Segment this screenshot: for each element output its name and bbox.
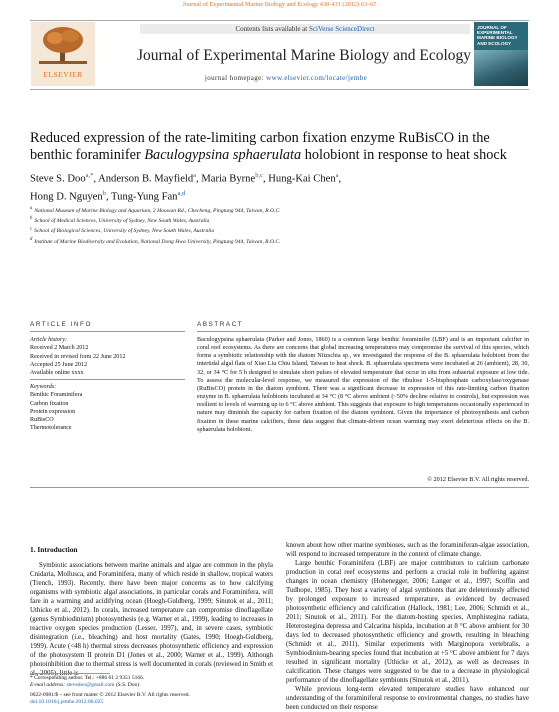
contents-availability (140, 24, 470, 34)
issn-block (30, 692, 273, 706)
sciencedirect-link[interactable]: SciVerse ScienceDirect (309, 25, 375, 33)
footnote-divider (30, 673, 110, 674)
author-separator: , (338, 173, 342, 185)
section-heading: 1. Introduction (30, 545, 78, 554)
affiliation-item (30, 236, 530, 246)
keyword-item[interactable]: RuBisCO (30, 417, 54, 424)
keywords-label: Keywords: (30, 384, 57, 390)
affiliation-text: National Museum of Marine Biology and Aquarium, 2 Houwan Rd., Checheng, Pingtung 944, Taiwan, R.O.C. (34, 207, 281, 214)
author-affiliation-marker[interactable]: a (335, 172, 339, 179)
history-list (30, 344, 185, 377)
abstract-text: Baculogypsina sphaerulata (Parker and Jones, 1860) is a common large benthic foraminifer (LBF) and is an important calcifier in coral reef ecosystems. As there are concerns that global increasing temperatures may compromise the survival of this species, which forms a symbiotic relationship with the diatom Nitzschia sp., we investigated the response of the B. sphaerulata holobiont from the intertidal algal flats of Xiao Liu Chiu Island, Taiwan to heat shock. B. sphaerulata specimens were incubated at 26 (ambient), 28, 30, 32, or 34 °C for 5 h designed to simulate short pulses of elevated temperature that occur in situ from subaerial exposure at low tide. To assess the molecular-level response, we measured the expression of the ribulose 1-5-bisphosphate carboxylase/oxygenase (RuBisCO) protein in the diatom symbiont. There was a significant decrease in expression of this rate-limiting carbon fixation enzyme in B. sphaerulata holobionts incubated at 34 °C (8 °C above ambient (~50% decline relative to controls), but expression was resilient to levels of warming up to 6 °C above ambient. This suggests that exposure to high temperatures occasionally experienced in nature may diminish the capacity for carbon fixation of the diatom symbiont. Given the importance of photosynthesis and carbon fixation in these marine calcifiers, these data suggest that climate-driven ocean warming may exert deleterious effects on the B. sphaerulata holobiont. (197, 336, 529, 433)
doi-link[interactable]: doi:10.1016/j.jembe.2012.06.025 (30, 698, 104, 705)
history-label: Article history: (30, 337, 68, 343)
left-column (30, 561, 273, 678)
paragraph: While previous long-term elevated temperature studies have enhanced our understanding of the foraminiferal response to environmental changes, no studies have been conducted on their response (286, 686, 529, 711)
email-link[interactable]: stevedoo@gmail.com (66, 682, 115, 688)
author-name[interactable]: Hong D. Nguyen (30, 191, 103, 203)
author-list (30, 169, 530, 204)
journal-homepage (96, 74, 476, 82)
paragraph: known about how other marine symbioses, such as the foraminiferan-algae association, will respond to increased temperature in the context of climate change. (286, 542, 529, 558)
email-label: E-mail address: (30, 682, 67, 688)
affiliation-item (30, 215, 530, 225)
author-affiliation-marker[interactable]: b,c (255, 172, 263, 179)
author-affiliation-marker[interactable]: a,* (85, 172, 94, 179)
author-affiliation-marker[interactable]: a (193, 172, 197, 179)
journal-cover-image[interactable] (474, 22, 528, 86)
article-history (30, 336, 185, 377)
affiliation-label: c (30, 226, 33, 232)
author-affiliation-marker[interactable]: b (102, 189, 106, 197)
contents-prefix: Contents lists available at (235, 25, 309, 33)
copyright-notice: © 2012 Elsevier B.V. All rights reserved. (427, 476, 529, 483)
cover-title: JOURNAL OF EXPERIMENTAL MARINE BIOLOGY AND ECOLOGY (477, 25, 518, 46)
publisher-logo[interactable] (31, 22, 95, 86)
right-column (286, 541, 529, 712)
title-species: Baculogypsina sphaerulata (144, 147, 302, 163)
homepage-link[interactable]: www.elsevier.com/locate/jembe (266, 74, 368, 82)
history-item: Received 2 March 2012 (30, 345, 89, 352)
cover-photo (474, 50, 528, 86)
affiliation-text: School of Biological Sciences, University of Sydney, New South Wales, Australia (34, 228, 215, 235)
affiliation-text: Institute of Marine Biodiversity and Evolution, National Dong Hwa University, Pingtung 944, Taiwan, R.O.C. (34, 238, 281, 245)
publisher-name: ELSEVIER (43, 70, 83, 79)
issn-line: 0022-0981/$ – see front matter © 2012 Elsevier B.V. All rights reserved. (30, 692, 190, 698)
corresponding-author-footnote (30, 675, 273, 689)
affiliation-label: a (30, 206, 33, 211)
author-name[interactable]: Steve S. Doo (30, 173, 86, 185)
author-name[interactable]: Hung-Kai Chen (268, 173, 336, 185)
divider (30, 331, 185, 332)
history-item: Available online xxxx (30, 370, 84, 377)
keyword-item[interactable]: Benthic Foraminifera (30, 392, 83, 399)
affiliation-label: b (30, 216, 33, 222)
paragraph: Large benthic Foraminifera (LBF) are major contributors to calcium carbonate production in coral reef ecosystems and perform a crucial role in buffering against changes in ocean chemistry (Hohenegger, 2006; Langer et al., 1997; Scoffin and Tudhope, 1985). They host a variety of algal symbionts that are deleteriously affected by prolonged exposure to increased temperature, as evidenced by decreased photosynthetic efficiency and calcification (Hallock, 1981; Lee, 2006; Schmidt et al., 2011; Sinutok et al., 2011). For the diatom-hosting species, Amphistegina radiata, Heterostegina depressa and Calcarina hispida, incubation at 8 °C above ambient for 30 days led to decreased photosynthetic efficiency and growth, resulting in bleaching (Schmidt et al., 2011). Similar experiments with Marginopora vertebralis, a Symbiodinium-bearing species found that incubation at +5 °C above ambient for 7 days resulted in significant mortality (Uthicke et al., 2012), as well as decreases in calcification. These changes were suggested to be due to a decrease in physiological performance of the dinoflagellate symbionts (Sinutok et al., 2011). (286, 560, 529, 684)
divider (30, 487, 529, 488)
keyword-item[interactable]: Thermotolerance (30, 425, 72, 432)
keyword-item[interactable]: Carbon fixation (30, 400, 69, 407)
author-name[interactable]: Tung-Yung Fan (111, 191, 178, 203)
title-part-1: Reduced expression of the rate-limiting carbon fixation enzyme RuBisCO in the benthic foraminifer (30, 130, 490, 163)
affiliation-item (30, 205, 530, 215)
author-name[interactable]: Maria Byrne (201, 173, 256, 185)
article-title (30, 130, 530, 164)
history-item: Accepted 25 June 2012 (30, 361, 88, 368)
article-info-heading: ARTICLE INFO (30, 321, 92, 328)
paragraph: Symbiotic associations between marine animals and algae are common in the phyla Cnidaria, Mollusca, and Foraminifera, many of which reside in shallow, tropical waters (Trench, 1993). Recently, there have been major concerns as to how calcifying organisms with symbiotic algal associations, in particular corals and Foraminifera, will fare in a warming and acidifying ocean (Hoegh-Guldberg, 1999; Sinutok et al., 2011; Uthicke et al., 2012). In corals, increased temperature can compromise dinoflagellate (genus Symbiodinium) photosynthesis (e.g. Warner et al., 1999), leading to increases in reactive oxygen species production (Lesser, 1997), and, in severe cases, symbiotic disintegration (i.e., bleaching) and host mortality (Gates, 1990; Hoegh-Guldberg, 1999). Acute (<48 h) thermal stress decreases photosynthetic efficiency and expression of the photosystem II protein D1 (Jones et al., 2000; Warner et al., 1999). Although photoinhibition due to thermal stress is well documented in corals (reviewed in Smith et (30, 562, 273, 668)
author-separator: , (93, 173, 99, 185)
divider (30, 379, 185, 380)
footnote-line: * Corresponding author. Tel.: +886 61 2 9351 5166. (30, 675, 145, 681)
author-name[interactable]: Anderson B. Mayfield (98, 173, 194, 185)
abstract-heading: ABSTRACT (197, 321, 244, 328)
author-separator: , (262, 173, 269, 185)
journal-citation-line[interactable]: Journal of Experimental Marine Biology and Ecology 430-431 (2012) 63–67 (182, 1, 377, 8)
homepage-prefix: journal homepage: (204, 74, 267, 82)
affiliation-list (30, 205, 530, 246)
author-affiliation-marker[interactable]: a,d (177, 189, 186, 197)
divider (197, 331, 529, 332)
keyword-item[interactable]: Protein expression (30, 408, 76, 415)
keyword-list (30, 391, 185, 432)
affiliation-text: School of Medical Sciences, University of Sydney, New South Wales, Australia (34, 218, 210, 225)
journal-title: Journal of Experimental Marine Biology and Ecology (136, 47, 472, 64)
author-separator: , (196, 173, 202, 185)
author-separator: , (105, 191, 112, 203)
affiliation-item (30, 226, 530, 236)
elsevier-tree-icon (39, 26, 87, 64)
keywords-block (30, 383, 185, 433)
history-item: Received in revised form 22 June 2012 (30, 353, 126, 360)
affiliation-label: d (30, 236, 33, 242)
email-suffix: (S.S. Doo). (114, 682, 141, 688)
title-part-2: holobiont in response to heat shock (301, 147, 507, 163)
